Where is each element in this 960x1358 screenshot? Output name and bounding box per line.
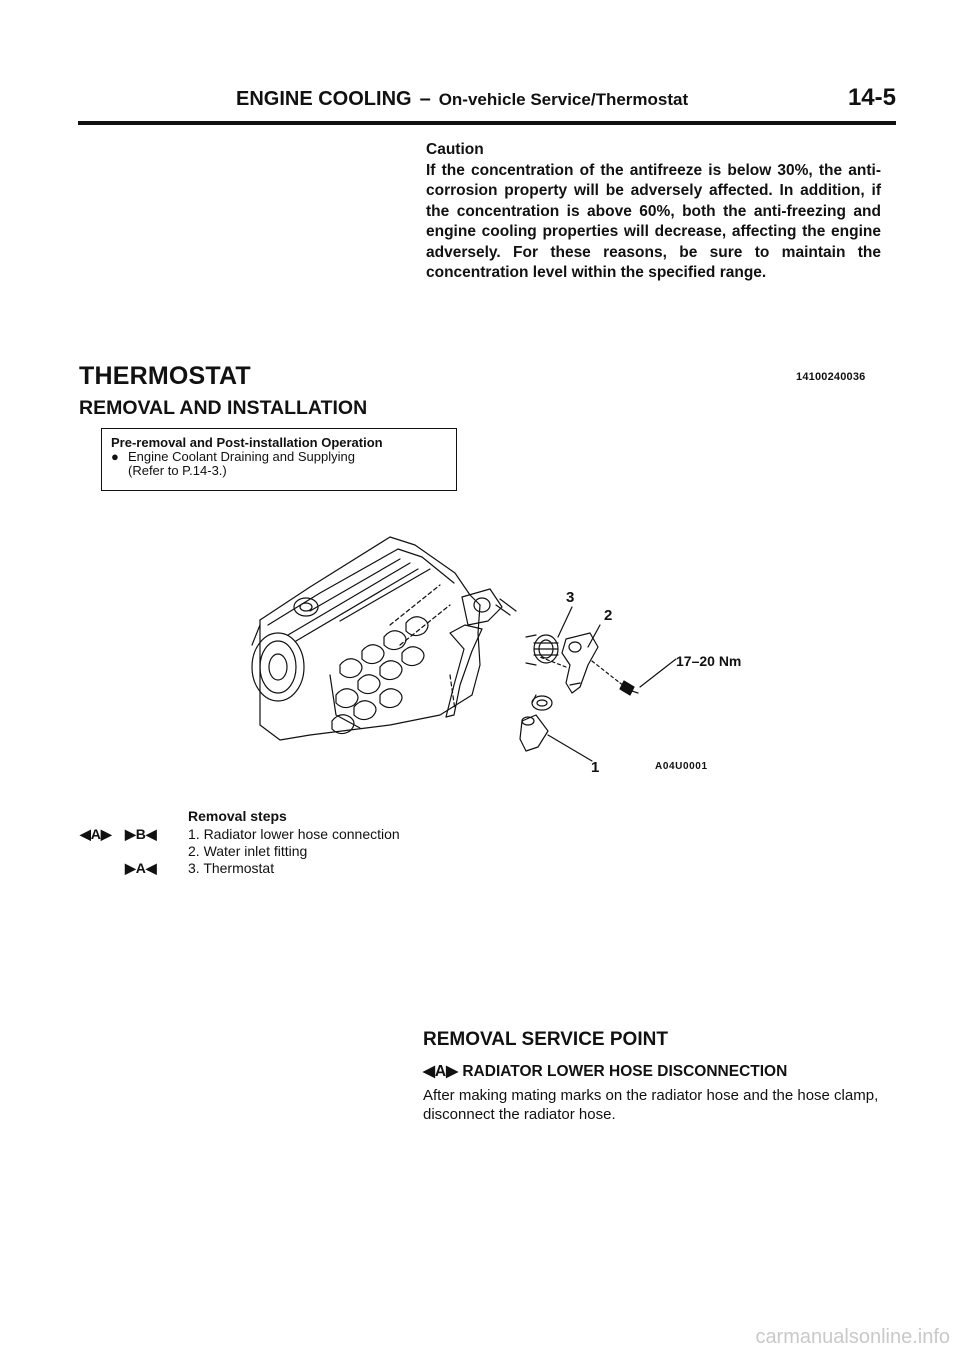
document-code: 14100240036 [796,371,866,383]
callout-1: 1 [591,759,600,776]
caution-body: If the concentration of the antifreeze is below 30%, the anti-corrosion property will be adversely affected. In addition, if the concentration is above 60%, both the anti-freezing and engine cooling properties will decrease, affecting the engine adversely. For these reasons, be sure to maintain the concentration level within the specified range. [426,161,881,281]
pre-removal-reference: (Refer to P.14-3.) [128,463,227,478]
subsection-title: On-vehicle Service/Thermostat [438,90,689,109]
thermostat-title: THERMOSTAT [79,362,251,390]
callout-2: 2 [604,607,613,624]
service-point-body: After making mating marks on the radiator hose and the hose clamp, disconnect the radiator hose. [423,1087,879,1123]
hose-clamp-part [532,695,552,710]
pre-removal-item-text: Engine Coolant Draining and Supplying [128,449,355,464]
caution-title: Caution [426,141,484,158]
torque-spec: 17–20 Nm [676,653,742,669]
water-inlet-fitting-part [540,633,620,693]
service-mark-b-installation: ▶B◀ [125,826,157,842]
page-header [236,88,688,111]
bullet-icon: ● [111,449,119,464]
removal-installation-title: REMOVAL AND INSTALLATION [79,397,368,419]
header-dash: – [419,88,431,110]
service-mark-a-removal: ◀A▶ [80,826,112,842]
removal-step-2: 2. Water inlet fitting [188,843,308,859]
thermostat-part [526,635,558,665]
header-rule [78,121,896,125]
pre-removal-heading: Pre-removal and Post-installation Operation [111,435,383,450]
pre-removal-box [101,428,457,491]
callout-3: 3 [566,589,575,606]
pre-removal-item [111,450,447,464]
removal-service-point-title: REMOVAL SERVICE POINT [423,1029,668,1050]
engine-illustration [252,537,516,740]
service-mark-a: ◀A▶ [423,1063,459,1080]
watermark: carmanualsonline.info [755,1326,950,1348]
service-point-subtitle [423,1062,787,1081]
figure-code: A04U0001 [655,761,708,772]
section-title: ENGINE COOLING [236,88,412,110]
caution-block [426,140,881,284]
radiator-lower-hose-part [520,715,548,751]
service-point-subtitle-text: RADIATOR LOWER HOSE DISCONNECTION [462,1063,788,1080]
removal-steps-heading: Removal steps [188,808,287,824]
service-mark-a-installation: ▶A◀ [125,860,157,876]
page-number: 14-5 [847,84,896,111]
removal-step-3: 3. Thermostat [188,860,275,876]
thermostat-exploded-diagram [240,525,760,770]
bolt-part [620,681,638,695]
removal-step-1: 1. Radiator lower hose connection [188,826,400,842]
